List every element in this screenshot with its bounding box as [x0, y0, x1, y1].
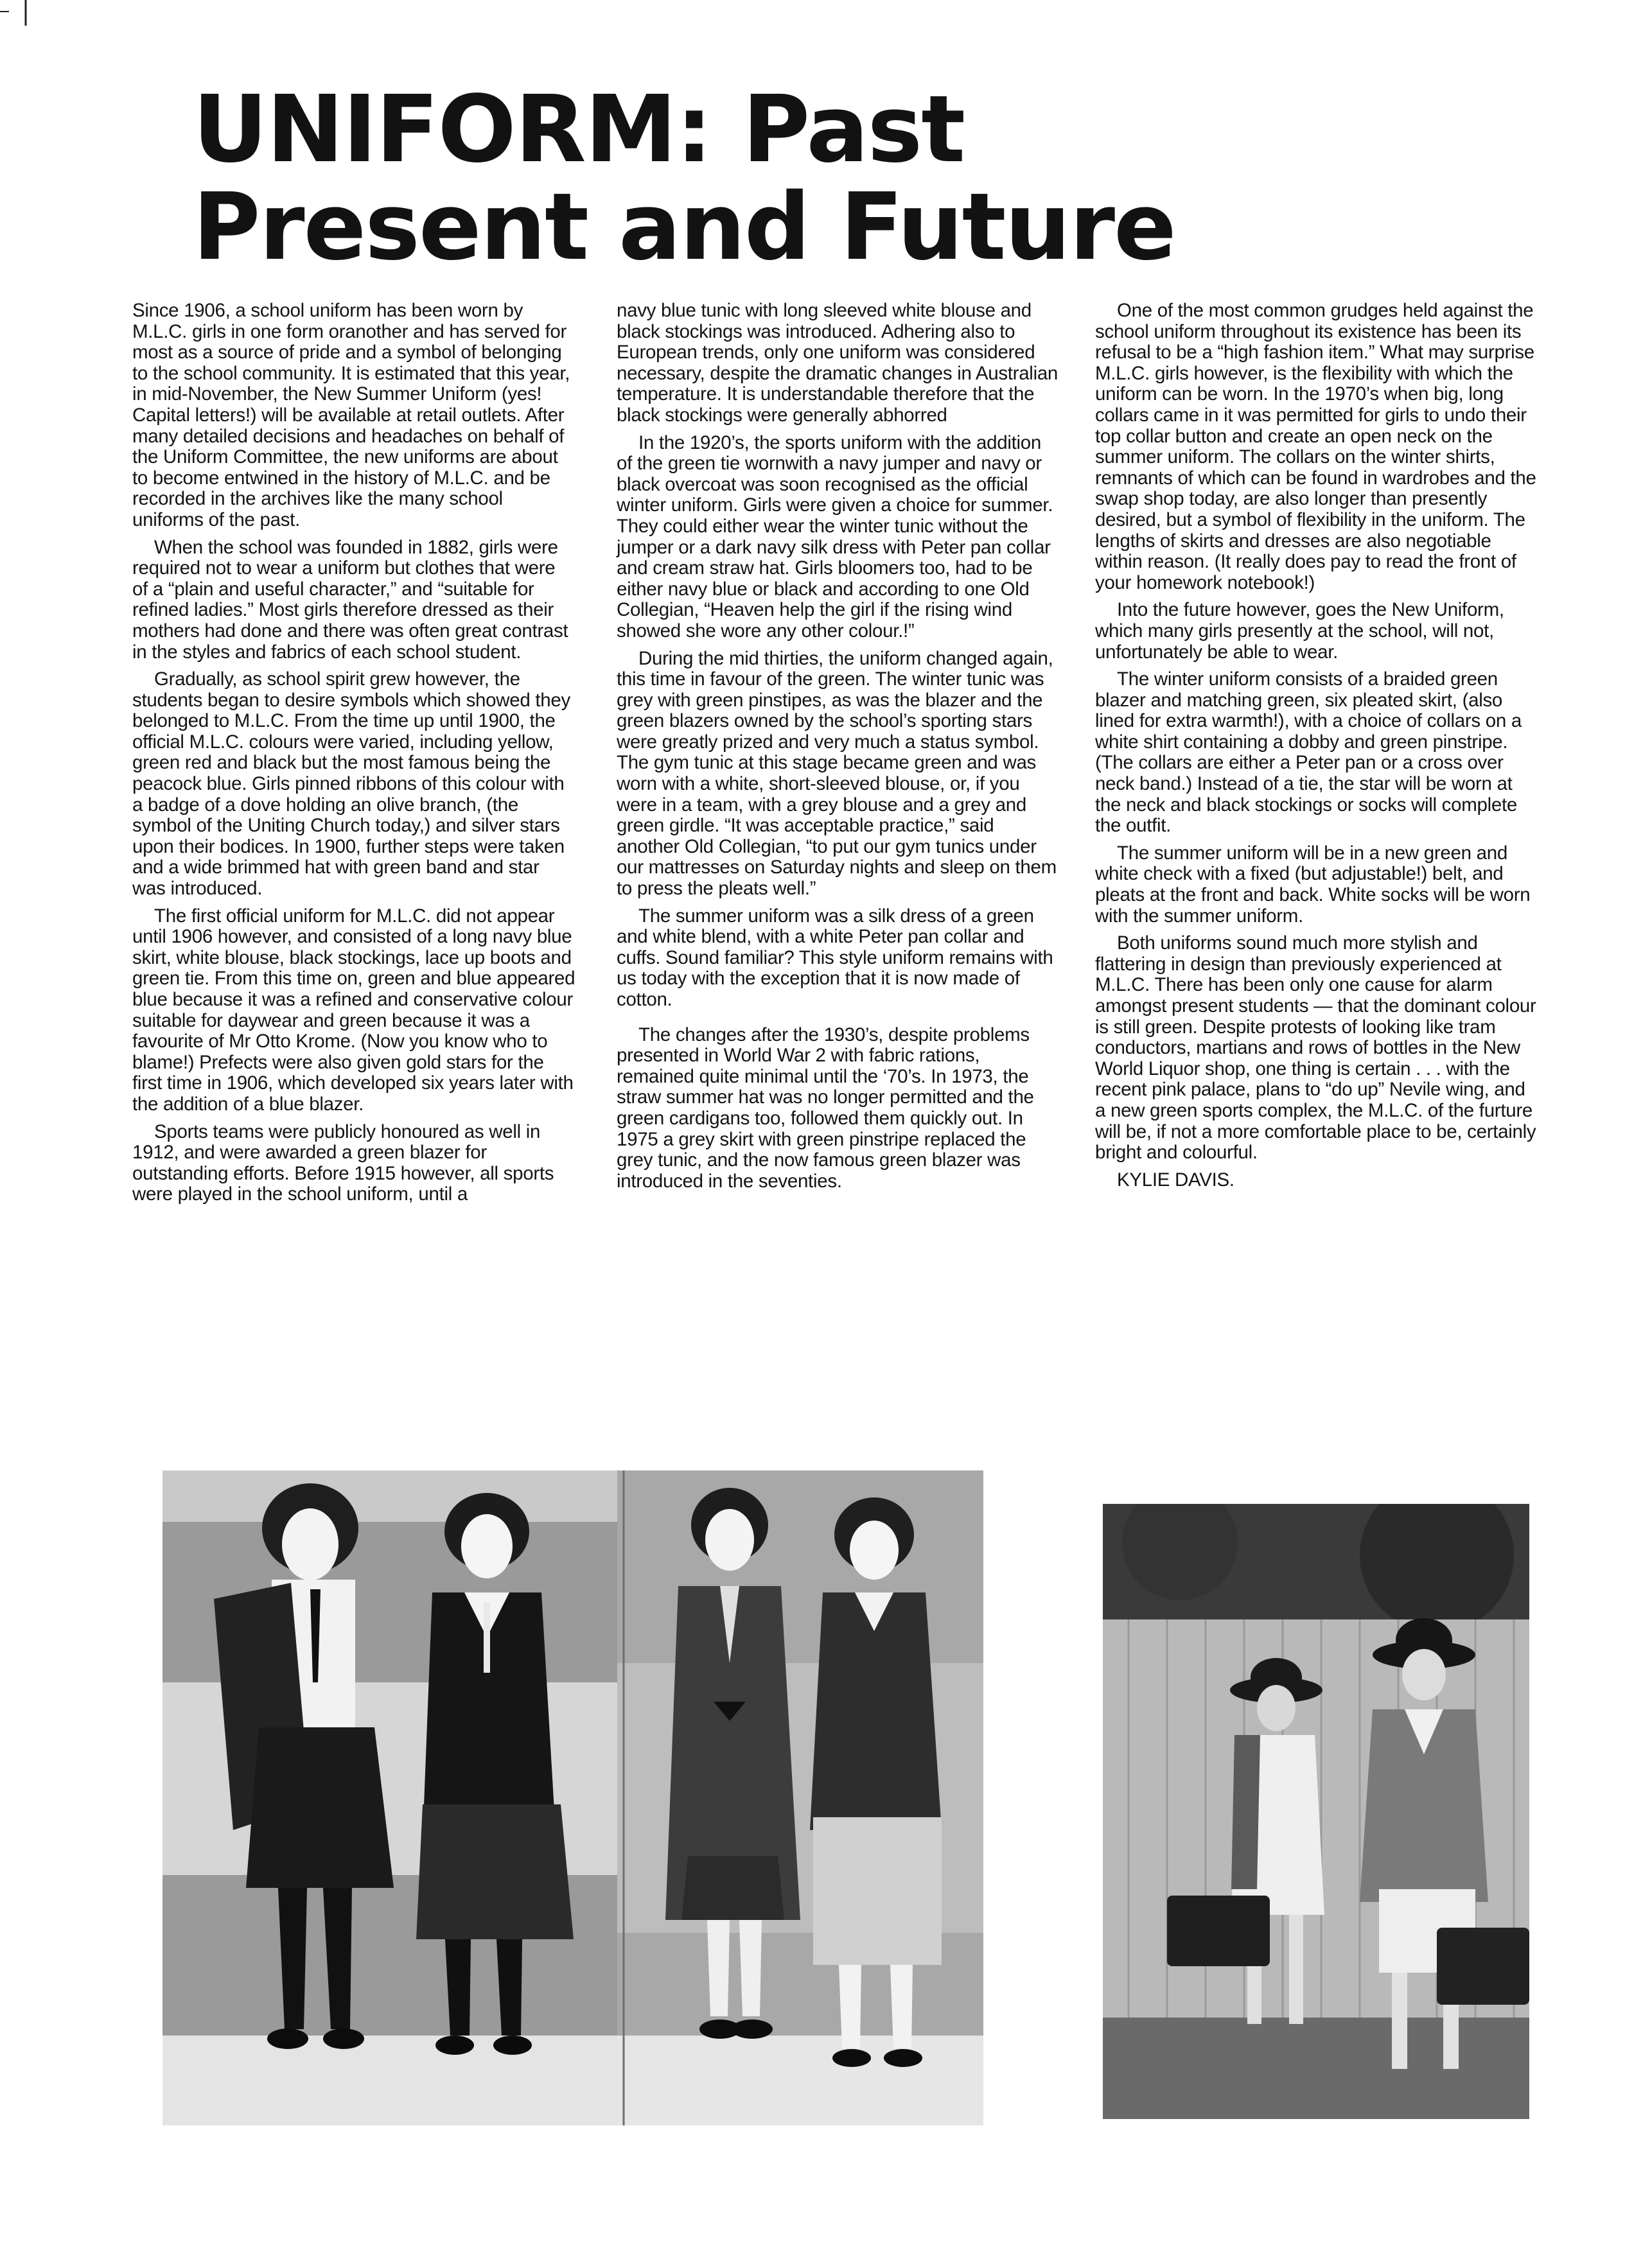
paragraph: The changes after the 1930’s, despite problems presented in World War 2 with fabric rations, remained quite minimal until the ‘70’s. In 1973, the straw summer hat was no longer permitted and the green cardigans too, followed them quickly out. In 1975 a grey skirt with green pinstripe replaced the grey tunic, and the now famous green blazer was introduced in the seventies.	[617, 1024, 1034, 1192]
article-title-line1: UNIFORM: Past	[193, 75, 965, 183]
historic-photograph	[1103, 1504, 1529, 2119]
paragraph: The summer uniform will be in a new green and white check with a fixed (but adjustable!) belt, and pleats at the front and back. White socks will be worn with the summer uniform.	[1095, 842, 1531, 927]
paragraph: The winter uniform consists of a braided green blazer and matching green, six pleated skirt, (also lined for extra warmth!), with a choice of collars on a white shirt containing a dobby and green pinstripe. (The collars are either a Peter pan or a cross over neck band.) Instead of a tie, the star will be worn at the neck and black stockings or socks will complete the outfit.	[1095, 668, 1522, 837]
article-title	[193, 75, 1477, 281]
article-column-3	[1095, 301, 1538, 1197]
paragraph: When the school was founded in 1882, girls were required not to wear a uniform but clothes that were of a “plain and useful character,” and “suitable for refined ladies.” Most girls therefore dressed as their mothers had done and there was often great contrast in the styles and fabrics of each school student.	[132, 536, 568, 663]
paragraph: Into the future however, goes the New Uniform, which many girls presently at the school, will not, unfortunately be able to wear.	[1095, 599, 1504, 663]
paragraph: The first official uniform for M.L.C. did not appear until 1906 however, and consisted of a long navy blue skirt, white blouse, black stockings, lace up boots and green tie. From this time on, green and blue appeared blue because it was a refined and conservative colour suitable for daywear and green because it was a favourite of Mr Otto Krome. (Now you know who to blame!) Prefects were also given gold stars for the first time in 1906, which developed six years later with the addition of a blue blazer.	[132, 905, 575, 1115]
author-signature: KYLIE DAVIS.	[1117, 1169, 1234, 1191]
scan-edge-mark	[0, 0, 28, 26]
paragraph: Sports teams were publicly honoured as well in 1912, and were awarded a green blazer for outstanding efforts. Before 1915 however, all sports were played in the school uniform, until a	[132, 1121, 554, 1205]
paragraph: In the 1920’s, the sports uniform with the addition of the green tie wornwith a navy jumper and navy or black overcoat was soon recognised as the official winter uniform. Girls were given a choice for summer. They could either wear the winter tunic without the jumper or a dark navy silk dress with Peter pan collar and cream straw hat. Girls bloomers too, had to be either navy blue or black and according to one Old Collegian, “Heaven help the girl if the rising wind showed she wore any other colour.!”	[617, 432, 1053, 641]
uniform-illustration-right	[617, 1470, 983, 2125]
article-column-1	[132, 301, 575, 1212]
uniform-illustration-left	[162, 1470, 617, 2125]
illustrated-uniform-figures-pair-icon	[617, 1470, 983, 2125]
article-title-line2: Present and Future	[193, 173, 1175, 281]
illustrated-uniform-figures-pair-icon	[162, 1470, 617, 2125]
paragraph: navy blue tunic with long sleeved white blouse and black stockings was introduced. Adhering also to European trends, only one uniform was considered necessary, despite the dramatic changes in Australian temperature. It is understandable therefore that the black stockings were generally abhorred	[617, 300, 1058, 426]
paragraph: The summer uniform was a silk dress of a green and white blend, with a white Peter pan collar and cuffs. Sound familiar? This style uniform remains with us today with the exception that it is now made of cotton.	[617, 905, 1053, 1010]
paragraph: One of the most common grudges held against the school uniform throughout its existence has been its refusal to be a “high fashion item.” What may surprise M.L.C. girls however, is the flexibility with which the uniform can be worn. In the 1970’s when big, long collars came in it was permitted for girls to undo their top collar button and create an open neck on the summer uniform. The collars on the winter shirts, remnants of which can be found in wardrobes and the swap shop today, are also longer than presently desired, but a symbol of flexibility in the uniform. The lengths of skirts and dresses are also negotiable within reason. (It really does pay to read the front of your homework notebook!)	[1095, 300, 1536, 593]
paragraph: During the mid thirties, the uniform changed again, this time in favour of the green. The winter tunic was grey with green pinstipes, as was the blazer and the green blazers owned by the school’s sporting stars were greatly prized and very much a status symbol. The gym tunic at this stage became green and was worn with a white, short-sleeved blouse, or, if you were in a team, with a grey blouse and a grey and green girdle. “It was acceptable practice,” said another Old Collegian, “to put our gym tunics under our mattresses on Saturday nights and sleep on them to press the pleats well.”	[617, 647, 1057, 900]
article-column-2	[617, 301, 1060, 1198]
paragraph: Since 1906, a school uniform has been worn by M.L.C. girls in one form oranother and has served for most as a source of pride and a symbol of belonging to the school community. It is estimated that this year, in mid-November, the New Summer Uniform (yes! Capital letters!) will be available at retail outlets. After many detailed decisions and headaches on behalf of the Uniform Committee, the new uniforms are about to become entwined in the history of M.L.C. and be recorded in the archives like the many school uniforms of the past.	[132, 300, 570, 530]
paragraph: Gradually, as school spirit grew however, the students began to desire symbols which showed they belonged to M.L.C. From the time up until 1900, the official M.L.C. colours were varied, including yellow, green red and black but the most famous being the peacock blue. Girls pinned ribbons of this colour with a badge of a dove holding an olive branch, (the symbol of the Uniting Church today,) and silver stars upon their bodices. In 1900, further steps were taken and a wide brimmed hat with green band and star was introduced.	[132, 668, 570, 900]
two-girls-with-school-cases-photo-icon	[1103, 1504, 1529, 2119]
paragraph: Both uniforms sound much more stylish and flattering in design than previously experienced at M.L.C. There has been only one cause for alarm amongst present students — that the dominant colour is still green. Despite protests of looking like tram conductors, martians and rows of bottles in the New World Liquor shop, one thing is certain . . . with the recent pink palace, plans to “do up” Nevile wing, and a new green sports complex, the M.L.C. of the furture will be, if not a more comfortable place to be, certainly bright and colourful.	[1095, 932, 1536, 1164]
